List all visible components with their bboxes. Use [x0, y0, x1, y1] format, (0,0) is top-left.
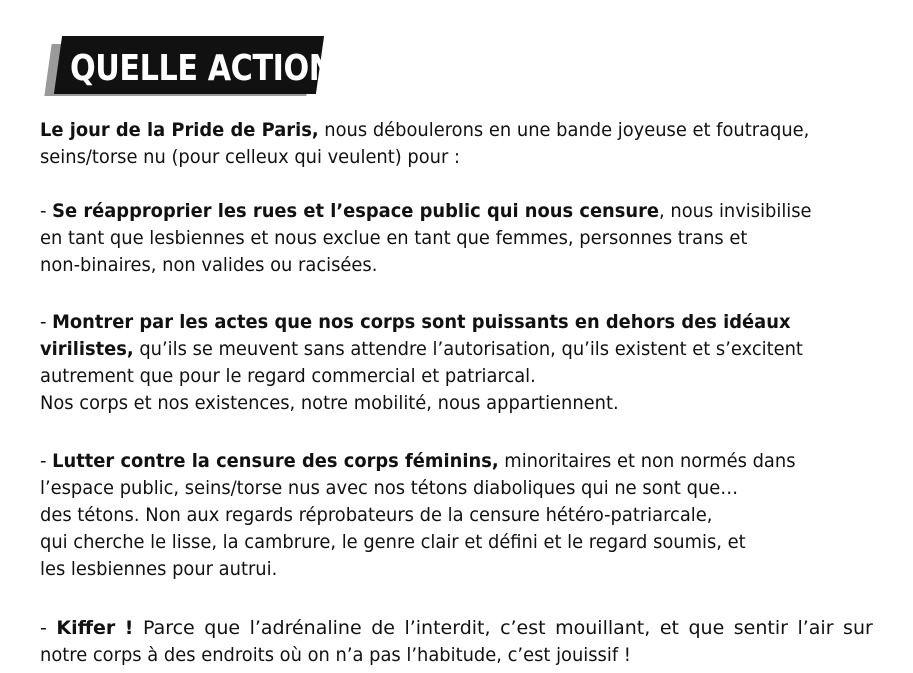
point-1-paragraph [40, 198, 861, 279]
point-2-bold-2: virilistes, [40, 338, 134, 360]
intro-bold: Le jour de la Pride de Paris, [40, 119, 319, 141]
point-1-line-3: non-binaires, non valides ou racisées. [40, 254, 378, 276]
point-4-word: de [371, 617, 395, 639]
point-3-paragraph [40, 448, 844, 583]
point-3-line-4: qui cherche le lisse, la cambrure, le genre clair et défini et le regard soumis, et [40, 531, 746, 553]
point-1-dash: - [40, 200, 53, 222]
point-3-line-3: des tétons. Non aux regards réprobateurs de la censure hétéro-patriarcale, [40, 504, 713, 526]
point-1-text: , nous invisibilise [659, 200, 812, 222]
heading-title: QUELLE ACTION ? [70, 48, 361, 89]
point-2-line-1 [40, 309, 803, 336]
point-3-line-1 [40, 448, 796, 475]
point-4-paragraph [40, 615, 873, 669]
point-4-word: que [688, 617, 725, 639]
point-3-line-2: l’espace public, seins/torse nus avec nos tétons diaboliques qui ne sont que… [40, 477, 739, 499]
point-4-word: l’interdit, [404, 617, 491, 639]
point-4-word: c’est [500, 617, 546, 639]
intro-line-2: seins/torse nu (pour celleux qui veulent) pour : [40, 146, 461, 168]
point-2-paragraph [40, 309, 852, 417]
section-heading [48, 36, 361, 104]
point-2-line-4: Nos corps et nos existences, notre mobilité, nous appartiennent. [40, 392, 619, 414]
point-4-word: l’air [797, 617, 834, 639]
point-4-line-1 [40, 615, 873, 642]
point-4-word: sur [843, 617, 873, 639]
point-4-word: mouillant, [555, 617, 651, 639]
point-4-word: Parce [142, 617, 195, 639]
point-2-text: qu’ils se meuvent sans attendre l’autorisation, qu’ils existent et s’excitent [133, 338, 803, 360]
point-4-word: l’adrénaline [249, 617, 362, 639]
point-4-exclamation: ! [124, 617, 134, 639]
point-1-bold: Se réapproprier les rues et l’espace public qui nous censure [52, 200, 660, 222]
point-3-dash: - [40, 450, 53, 472]
point-2-bold-1: Montrer par les actes que nos corps sont puissants en dehors des idéaux [52, 311, 791, 333]
intro-line-1 [40, 117, 809, 144]
point-4-word: sentir [733, 617, 788, 639]
point-2-dash: - [40, 311, 53, 333]
point-2-line-2 [40, 336, 803, 363]
point-4-bold: Kiffer [56, 617, 116, 639]
point-3-line-5: les lesbiennes pour autrui. [40, 558, 278, 580]
point-2-line-3: autrement que pour le regard commercial et patriarcal. [40, 365, 536, 387]
point-3-bold: Lutter contre la censure des corps féminins, [52, 450, 499, 472]
intro-paragraph [40, 117, 858, 171]
point-4-word: - [40, 617, 47, 639]
point-1-line-2: en tant que lesbiennes et nous exclue en tant que femmes, personnes trans et [40, 227, 748, 249]
point-4-line-2: notre corps à des endroits où on n’a pas l’habitude, c’est jouissif ! [40, 644, 631, 666]
intro-text: nous déboulerons en une bande joyeuse et foutraque, [318, 119, 810, 141]
point-4-word: et [659, 617, 679, 639]
point-1-line-1 [40, 198, 812, 225]
point-4-word: que [204, 617, 241, 639]
point-3-text: minoritaires et non normés dans [498, 450, 796, 472]
